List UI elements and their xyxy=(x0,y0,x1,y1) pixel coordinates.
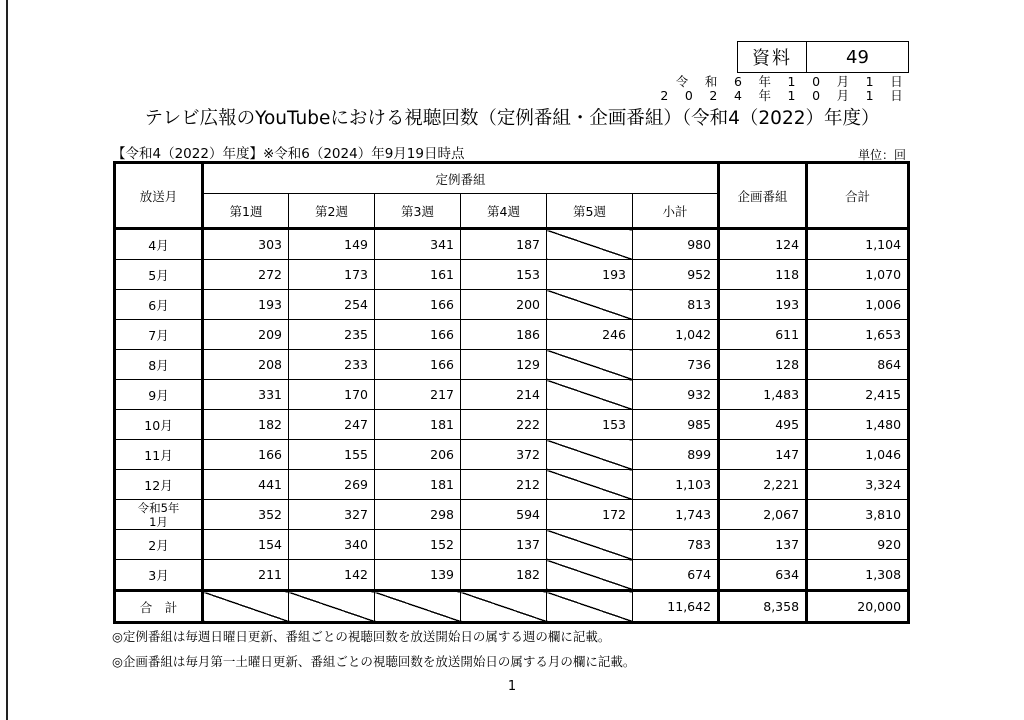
total-subtotal: 11,642 xyxy=(633,591,719,623)
cell-special: 124 xyxy=(719,229,807,260)
cell-subtotal: 1,103 xyxy=(633,470,719,500)
cell-week-4: 222 xyxy=(461,410,547,440)
cell-week-1: 209 xyxy=(203,320,289,350)
cell-total: 2,415 xyxy=(807,380,909,410)
total-row-label: 合 計 xyxy=(115,591,203,623)
views-table xyxy=(113,161,910,624)
cell-week-2: 247 xyxy=(289,410,375,440)
cell-week-2: 269 xyxy=(289,470,375,500)
table-row xyxy=(115,320,909,350)
header-subtotal: 小計 xyxy=(633,194,719,229)
cell-special: 2,067 xyxy=(719,500,807,530)
cell-week-1: 441 xyxy=(203,470,289,500)
cell-week-3: 139 xyxy=(375,560,461,591)
table-row xyxy=(115,290,909,320)
cell-week-2: 327 xyxy=(289,500,375,530)
page-number: 1 xyxy=(507,679,517,694)
cell-total: 920 xyxy=(807,530,909,560)
cell-total: 1,070 xyxy=(807,260,909,290)
cell-week-2: 142 xyxy=(289,560,375,591)
total-week-2-empty xyxy=(289,591,375,623)
cell-subtotal: 980 xyxy=(633,229,719,260)
header-week-1: 第1週 xyxy=(203,194,289,229)
cell-subtotal: 813 xyxy=(633,290,719,320)
header-week-4: 第4週 xyxy=(461,194,547,229)
cell-week-3: 166 xyxy=(375,350,461,380)
row-month: 12月 xyxy=(115,470,203,500)
cell-week-2: 155 xyxy=(289,440,375,470)
cell-total: 1,104 xyxy=(807,229,909,260)
cell-special: 1,483 xyxy=(719,380,807,410)
cell-subtotal: 783 xyxy=(633,530,719,560)
row-month: 10月 xyxy=(115,410,203,440)
total-week-5-empty xyxy=(547,591,633,623)
cell-special: 147 xyxy=(719,440,807,470)
cell-week-5-empty xyxy=(547,380,633,410)
cell-week-3: 206 xyxy=(375,440,461,470)
cell-week-3: 298 xyxy=(375,500,461,530)
total-row xyxy=(115,591,909,623)
table-subtitle: 【令和4（2022）年度】※令和6（2024）年9月19日時点 xyxy=(112,146,465,162)
cell-week-4: 214 xyxy=(461,380,547,410)
cell-week-4: 137 xyxy=(461,530,547,560)
cell-week-4: 594 xyxy=(461,500,547,530)
cell-special: 634 xyxy=(719,560,807,591)
doc-number: 49 xyxy=(846,46,869,68)
note-regular: ◎定例番組は毎週日曜日更新、番組ごとの視聴回数を放送開始日の属する週の欄に記載。 xyxy=(112,629,611,644)
cell-week-4: 182 xyxy=(461,560,547,591)
cell-subtotal: 985 xyxy=(633,410,719,440)
cell-special: 118 xyxy=(719,260,807,290)
cell-week-1: 208 xyxy=(203,350,289,380)
cell-week-2: 254 xyxy=(289,290,375,320)
row-month: 3月 xyxy=(115,560,203,591)
row-month: 5月 xyxy=(115,260,203,290)
cell-week-5-empty xyxy=(547,560,633,591)
cell-subtotal: 952 xyxy=(633,260,719,290)
table-row xyxy=(115,500,909,530)
cell-subtotal: 674 xyxy=(633,560,719,591)
cell-week-1: 303 xyxy=(203,229,289,260)
cell-week-3: 166 xyxy=(375,290,461,320)
note-special: ◎企画番組は毎月第一土曜日更新、番組ごとの視聴回数を放送開始日の属する月の欄に記載。 xyxy=(112,654,636,669)
cell-week-5-empty xyxy=(547,290,633,320)
cell-week-4: 153 xyxy=(461,260,547,290)
row-month: 1月 xyxy=(149,514,168,529)
table-row xyxy=(115,530,909,560)
cell-week-2: 170 xyxy=(289,380,375,410)
document-number-box xyxy=(737,41,909,73)
cell-special: 2,221 xyxy=(719,470,807,500)
total-week-3-empty xyxy=(375,591,461,623)
row-month: 8月 xyxy=(115,350,203,380)
header-week-5: 第5週 xyxy=(547,194,633,229)
cell-subtotal: 1,042 xyxy=(633,320,719,350)
cell-week-2: 340 xyxy=(289,530,375,560)
cell-special: 128 xyxy=(719,350,807,380)
table-row xyxy=(115,229,909,260)
table-row xyxy=(115,380,909,410)
cell-week-1: 182 xyxy=(203,410,289,440)
cell-subtotal: 932 xyxy=(633,380,719,410)
row-month: 9月 xyxy=(115,380,203,410)
cell-week-4: 372 xyxy=(461,440,547,470)
cell-total: 1,653 xyxy=(807,320,909,350)
cell-special: 495 xyxy=(719,410,807,440)
cell-week-3: 166 xyxy=(375,320,461,350)
cell-subtotal: 1,743 xyxy=(633,500,719,530)
table-row xyxy=(115,560,909,591)
cell-week-5: 172 xyxy=(547,500,633,530)
row-month: 6月 xyxy=(115,290,203,320)
total-grand: 20,000 xyxy=(807,591,909,623)
cell-week-3: 181 xyxy=(375,410,461,440)
doc-label: 資料 xyxy=(738,42,807,72)
table-row xyxy=(115,260,909,290)
cell-special: 193 xyxy=(719,290,807,320)
table-row xyxy=(115,410,909,440)
table-row xyxy=(115,350,909,380)
unit-label: 単位：回 xyxy=(857,148,906,162)
cell-week-1: 154 xyxy=(203,530,289,560)
cell-week-2: 233 xyxy=(289,350,375,380)
cell-total: 864 xyxy=(807,350,909,380)
cell-week-1: 166 xyxy=(203,440,289,470)
cell-total: 1,480 xyxy=(807,410,909,440)
cell-week-3: 161 xyxy=(375,260,461,290)
header-total: 合計 xyxy=(807,163,909,229)
cell-week-5: 193 xyxy=(547,260,633,290)
header-regular: 定例番組 xyxy=(203,163,719,194)
cell-week-5-empty xyxy=(547,350,633,380)
cell-week-5-empty xyxy=(547,440,633,470)
row-month: 2月 xyxy=(115,530,203,560)
page-title: テレビ広報のYouTubeにおける視聴回数（定例番組・企画番組）（令和4（2022）年度） xyxy=(144,108,880,129)
row-month-era: 令和5年 xyxy=(137,500,180,515)
date-wareki: 令 和 6 年 1 0 月 1 日 xyxy=(675,74,909,89)
cell-week-1: 352 xyxy=(203,500,289,530)
cell-week-4: 200 xyxy=(461,290,547,320)
cell-week-1: 193 xyxy=(203,290,289,320)
cell-total: 3,324 xyxy=(807,470,909,500)
row-month: 4月 xyxy=(115,229,203,260)
header-special: 企画番組 xyxy=(719,163,807,229)
row-month: 11月 xyxy=(115,440,203,470)
cell-week-4: 129 xyxy=(461,350,547,380)
cell-subtotal: 899 xyxy=(633,440,719,470)
header-week-3: 第3週 xyxy=(375,194,461,229)
date-seireki: 2 0 2 4 年 1 0 月 1 日 xyxy=(660,88,909,103)
table-row xyxy=(115,440,909,470)
cell-total: 1,308 xyxy=(807,560,909,591)
total-week-4-empty xyxy=(461,591,547,623)
cell-total: 1,006 xyxy=(807,290,909,320)
cell-week-3: 341 xyxy=(375,229,461,260)
header-month: 放送月 xyxy=(115,163,203,229)
cell-week-4: 187 xyxy=(461,229,547,260)
cell-week-2: 149 xyxy=(289,229,375,260)
table-row xyxy=(115,470,909,500)
cell-week-1: 272 xyxy=(203,260,289,290)
cell-special: 611 xyxy=(719,320,807,350)
cell-total: 3,810 xyxy=(807,500,909,530)
cell-week-5-empty xyxy=(547,229,633,260)
cell-total: 1,046 xyxy=(807,440,909,470)
cell-week-3: 181 xyxy=(375,470,461,500)
cell-special: 137 xyxy=(719,530,807,560)
cell-week-5: 246 xyxy=(547,320,633,350)
row-month-reiwa5-january xyxy=(115,500,203,530)
cell-week-5-empty xyxy=(547,470,633,500)
total-week-1-empty xyxy=(203,591,289,623)
cell-week-4: 186 xyxy=(461,320,547,350)
cell-week-5: 153 xyxy=(547,410,633,440)
cell-week-2: 173 xyxy=(289,260,375,290)
cell-week-3: 152 xyxy=(375,530,461,560)
cell-subtotal: 736 xyxy=(633,350,719,380)
cell-week-2: 235 xyxy=(289,320,375,350)
cell-week-3: 217 xyxy=(375,380,461,410)
cell-week-1: 331 xyxy=(203,380,289,410)
row-month: 7月 xyxy=(115,320,203,350)
cell-week-4: 212 xyxy=(461,470,547,500)
total-special: 8,358 xyxy=(719,591,807,623)
header-week-2: 第2週 xyxy=(289,194,375,229)
cell-week-5-empty xyxy=(547,530,633,560)
cell-week-1: 211 xyxy=(203,560,289,591)
